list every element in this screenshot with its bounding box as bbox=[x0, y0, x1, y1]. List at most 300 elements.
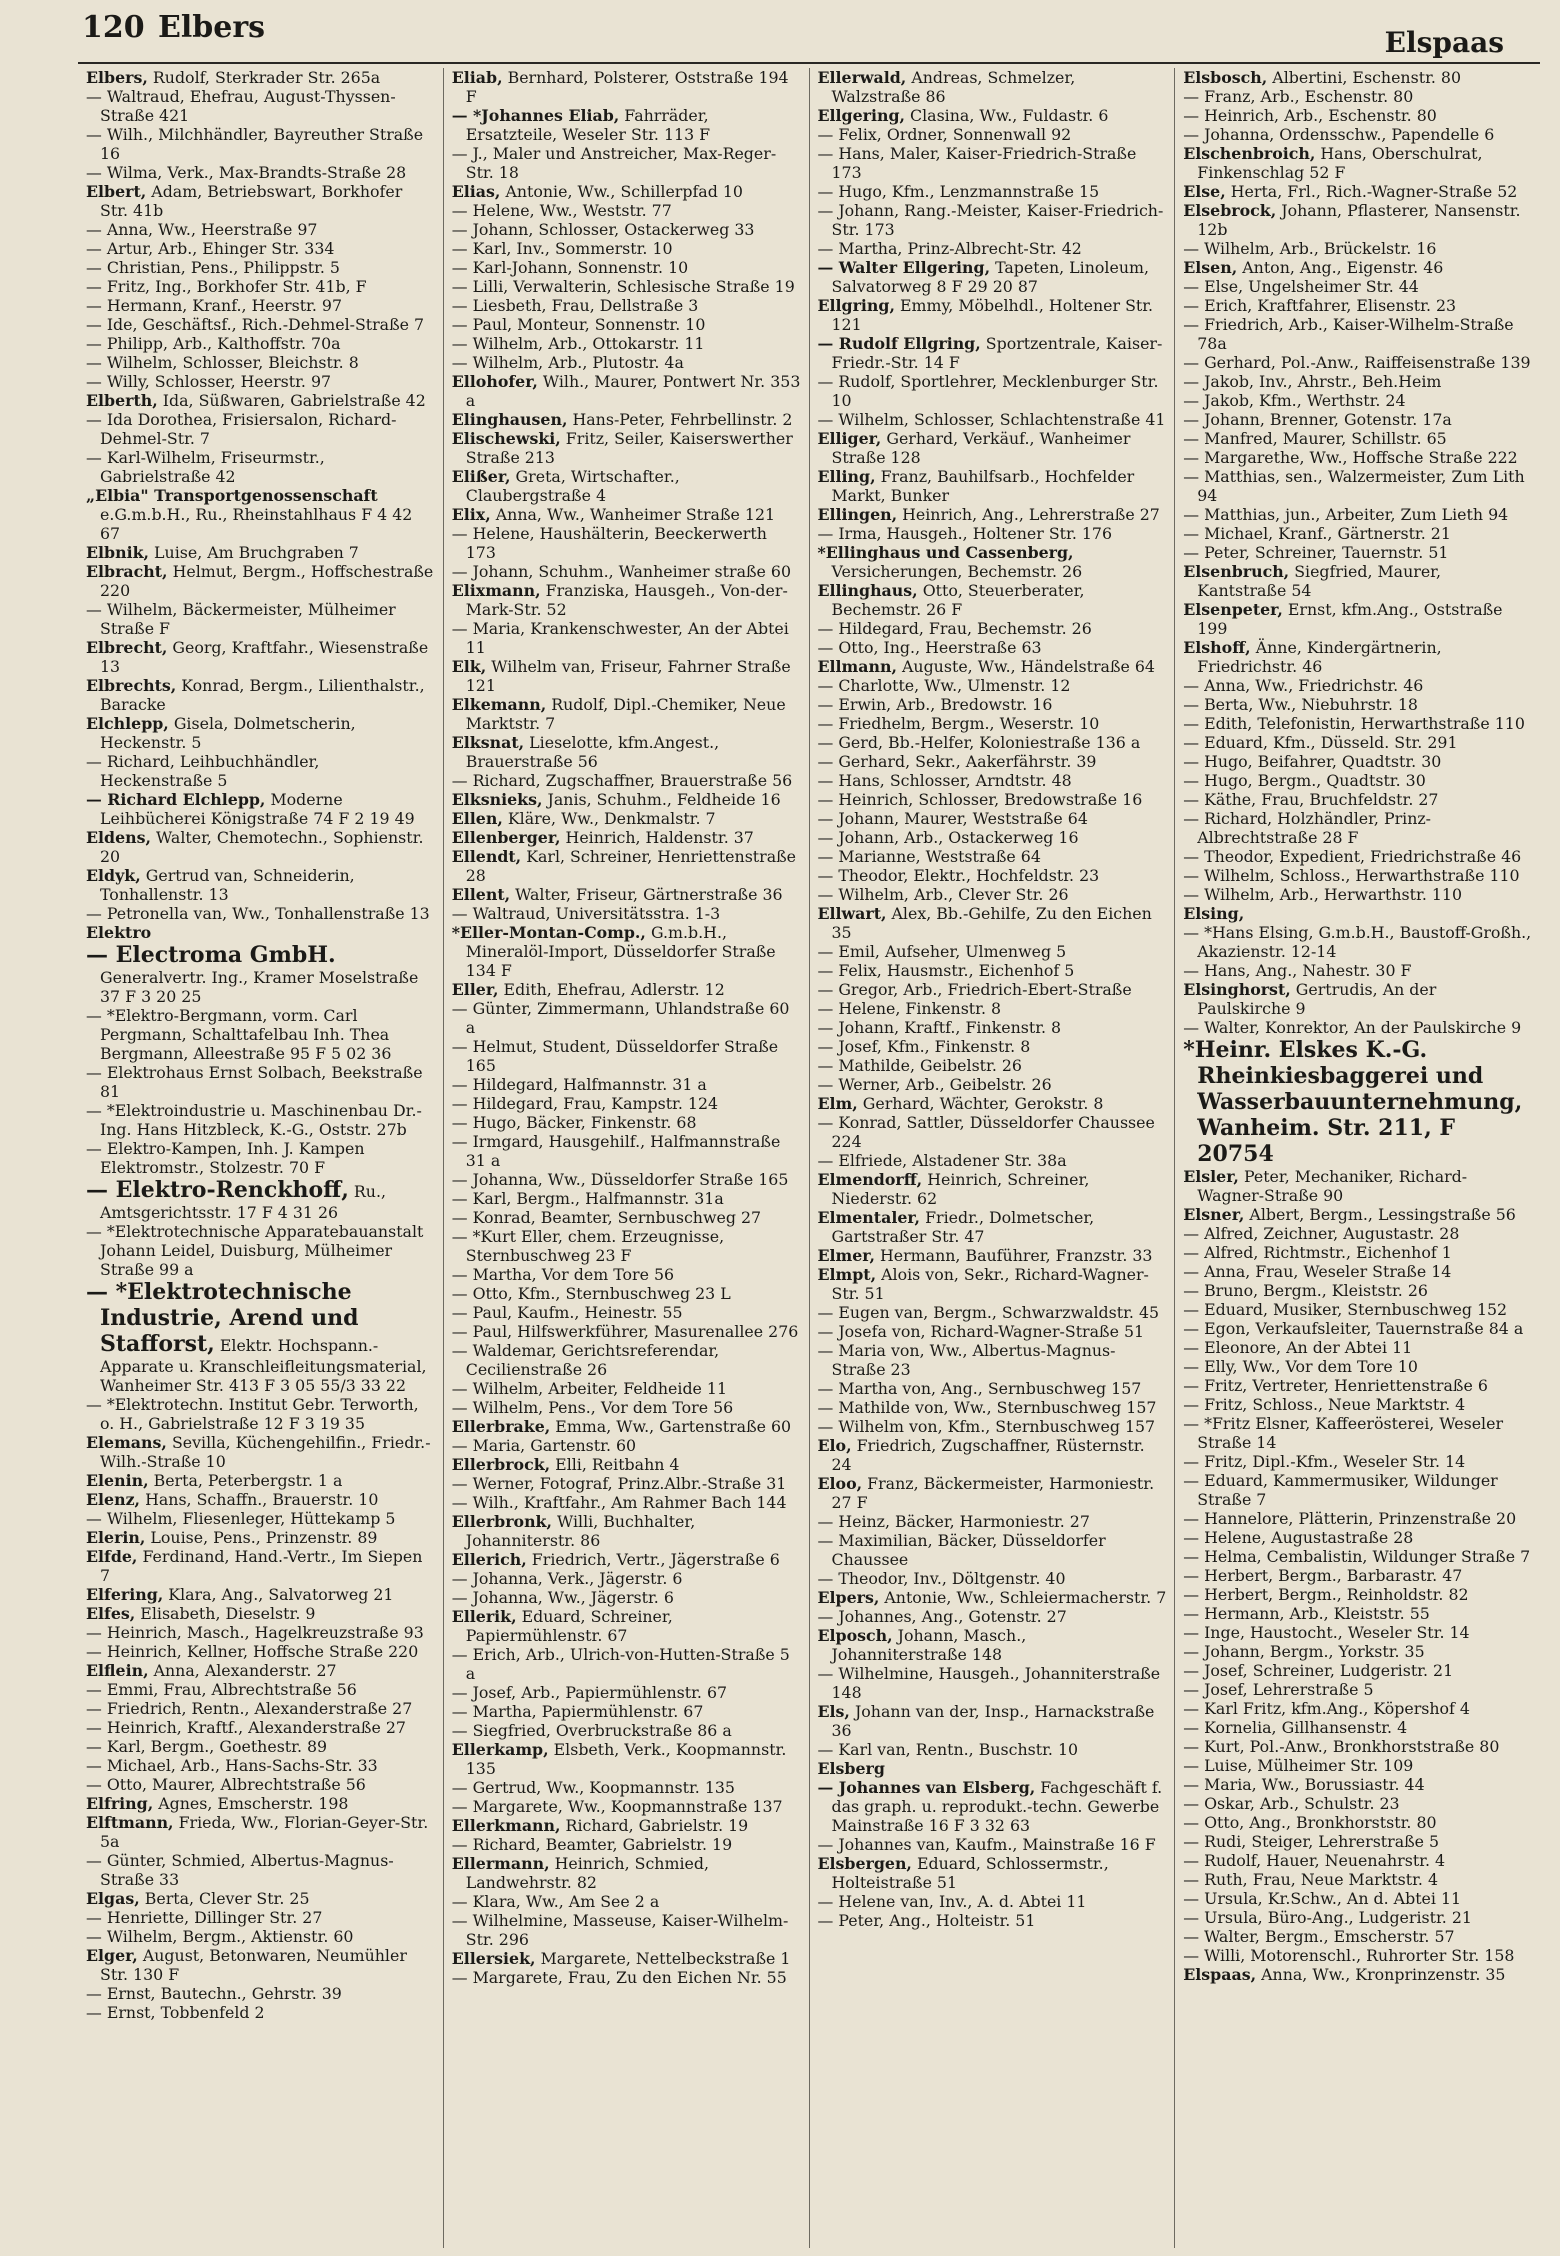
entry-surname: — Richard Elchlepp, bbox=[86, 790, 266, 809]
entry-details: — Luise, Mülheimer Str. 109 bbox=[1183, 1756, 1414, 1775]
entry-details: — Friedrich, Arb., Kaiser-Wilhelm-Straße 78a bbox=[1183, 315, 1514, 353]
directory-entry bbox=[452, 1474, 801, 1493]
entry-details: — Hermann, Kranf., Heerstr. 97 bbox=[86, 296, 343, 315]
entry-details: — Heinrich, Kraftf., Alexanderstraße 27 bbox=[86, 1718, 406, 1737]
directory-entry bbox=[452, 505, 801, 524]
directory-entry bbox=[1183, 1509, 1532, 1528]
directory-entry bbox=[1183, 1661, 1532, 1680]
entry-details: — Anna, Frau, Weseler Straße 14 bbox=[1183, 1262, 1452, 1281]
entry-surname: Elkemann, bbox=[451, 695, 547, 714]
entry-details: — Mathilde, Geibelstr. 26 bbox=[817, 1056, 1022, 1075]
directory-entry bbox=[1183, 1927, 1532, 1946]
entry-details: — Heinrich, Arb., Eschenstr. 80 bbox=[1183, 106, 1437, 125]
directory-entry bbox=[1183, 277, 1532, 296]
entry-details: — Ida Dorothea, Frisiersalon, Richard-Dehmel-Str. 7 bbox=[86, 410, 397, 448]
directory-entry bbox=[818, 1778, 1167, 1835]
entry-details: — Charlotte, Ww., Ulmenstr. 12 bbox=[817, 676, 1071, 695]
directory-entry bbox=[1183, 1566, 1532, 1585]
directory-entry bbox=[1183, 1319, 1532, 1338]
entry-details: — Alfred, Zeichner, Augustastr. 28 bbox=[1183, 1224, 1460, 1243]
entry-details: Georg, Kraftfahr., Wiesenstraße 13 bbox=[100, 638, 429, 676]
entry-details: — Josef, Schreiner, Ludgeristr. 21 bbox=[1183, 1661, 1454, 1680]
entry-details: Herta, Frl., Rich.-Wagner-Straße 52 bbox=[1225, 182, 1518, 201]
directory-entry bbox=[1183, 790, 1532, 809]
entry-details: Hans-Peter, Fehrbellinstr. 2 bbox=[567, 410, 793, 429]
directory-entry bbox=[1183, 1300, 1532, 1319]
directory-entry bbox=[1183, 68, 1532, 87]
entry-surname: Elger, bbox=[86, 1946, 138, 1965]
entry-details: — Theodor, Elektr., Hochfeldstr. 23 bbox=[817, 866, 1100, 885]
directory-entry bbox=[1183, 144, 1532, 182]
directory-entry bbox=[818, 524, 1167, 543]
directory-entry bbox=[818, 695, 1167, 714]
entry-surname: Elsberg bbox=[817, 1759, 885, 1778]
directory-entry bbox=[86, 391, 435, 410]
entry-details: Sportzentrale, Kaiser-Friedr.-Str. 14 F bbox=[831, 334, 1163, 372]
entry-details: Hans, Schaffn., Brauerstr. 10 bbox=[140, 1490, 379, 1509]
directory-entry bbox=[86, 1528, 435, 1547]
directory-entry bbox=[86, 1737, 435, 1756]
entry-surname: Elbers, bbox=[86, 68, 148, 87]
entry-surname: Eldyk, bbox=[86, 866, 141, 885]
columns-container bbox=[78, 68, 1540, 2248]
directory-entry bbox=[452, 277, 801, 296]
column-3 bbox=[810, 68, 1176, 2248]
entry-details: Rudolf, Dipl.-Chemiker, Neue Marktstr. 7 bbox=[465, 695, 786, 733]
entry-details: — Karl, Bergm., Goethestr. 89 bbox=[86, 1737, 328, 1756]
entry-details: — Paul, Kaufm., Heinestr. 55 bbox=[451, 1303, 683, 1322]
entry-details: — Wilhelm, Schlosser, Bleichstr. 8 bbox=[86, 353, 359, 372]
entry-details: Gertrud van, Schneiderin, Tonhallenstr. 13 bbox=[100, 866, 355, 904]
entry-details: — Berta, Ww., Niebuhrstr. 18 bbox=[1183, 695, 1418, 714]
entry-details: — *Fritz Elsner, Kaffeerösterei, Weseler Straße 14 bbox=[1183, 1414, 1503, 1452]
directory-entry bbox=[1183, 1281, 1532, 1300]
entry-details: — Wilhelmine, Hausgeh., Johanniterstraße 148 bbox=[817, 1664, 1161, 1702]
entry-surname: Elbracht, bbox=[86, 562, 168, 581]
entry-details: Generalvertr. Ing., Kramer Moselstraße 37 F 3 20 25 bbox=[100, 968, 419, 1006]
directory-entry bbox=[86, 486, 435, 543]
directory-entry bbox=[452, 1132, 801, 1170]
entry-details: — Erwin, Arb., Bredowstr. 16 bbox=[817, 695, 1053, 714]
directory-entry bbox=[1183, 448, 1532, 467]
directory-entry bbox=[452, 1303, 801, 1322]
entry-details: — Liesbeth, Frau, Dellstraße 3 bbox=[451, 296, 699, 315]
entry-details: — Rudi, Steiger, Lehrerstraße 5 bbox=[1183, 1832, 1440, 1851]
entry-surname: Ellerkmann, bbox=[451, 1816, 561, 1835]
entry-details: — Manfred, Maurer, Schillstr. 65 bbox=[1183, 429, 1447, 448]
entry-surname: — *Johannes Eliab, bbox=[451, 106, 620, 125]
entry-details: — Eduard, Kammermusiker, Wildunger Straße 7 bbox=[1183, 1471, 1498, 1509]
directory-entry bbox=[1183, 467, 1532, 505]
directory-entry bbox=[1183, 847, 1532, 866]
entry-details: Lieselotte, kfm.Angest., Brauerstraße 56 bbox=[465, 733, 720, 771]
directory-entry bbox=[1183, 1870, 1532, 1889]
entry-surname: Elfring, bbox=[86, 1794, 154, 1813]
directory-entry bbox=[1183, 1718, 1532, 1737]
entry-surname: Elmendorff, bbox=[817, 1170, 923, 1189]
entry-details: — Ernst, Tobbenfeld 2 bbox=[86, 2003, 265, 2022]
directory-entry bbox=[818, 1075, 1167, 1094]
entry-details: — Hildegard, Frau, Kampstr. 124 bbox=[451, 1094, 719, 1113]
entry-details: — Kornelia, Gillhansenstr. 4 bbox=[1183, 1718, 1408, 1737]
directory-entry bbox=[818, 1588, 1167, 1607]
directory-entry bbox=[86, 543, 435, 562]
directory-entry bbox=[86, 315, 435, 334]
entry-details: — Fritz, Ing., Borkhofer Str. 41b, F bbox=[86, 277, 367, 296]
directory-entry bbox=[86, 1794, 435, 1813]
entry-details: — Wilhelm, Arb., Plutostr. 4a bbox=[451, 353, 684, 372]
entry-details: Gerhard, Verkäuf., Wanheimer Straße 128 bbox=[831, 429, 1131, 467]
entry-surname: Elsen, bbox=[1183, 258, 1238, 277]
directory-entry bbox=[86, 1642, 435, 1661]
entry-details: — Helene, Augustastraße 28 bbox=[1183, 1528, 1414, 1547]
entry-details: — Karl-Wilhelm, Friseurmstr., Gabrielstraße 42 bbox=[86, 448, 325, 486]
entry-details: Peter, Mechaniker, Richard-Wagner-Straße 90 bbox=[1197, 1167, 1468, 1205]
directory-entry bbox=[818, 752, 1167, 771]
directory-entry bbox=[1183, 638, 1532, 676]
entry-details: Eduard, Schlossermstr., Holteistraße 51 bbox=[831, 1854, 1109, 1892]
entry-details: — Willy, Schlosser, Heerstr. 97 bbox=[86, 372, 332, 391]
directory-entry bbox=[818, 182, 1167, 201]
directory-entry bbox=[452, 353, 801, 372]
entry-details: — Elfriede, Alstadener Str. 38a bbox=[817, 1151, 1067, 1170]
directory-entry bbox=[452, 1607, 801, 1645]
directory-entry bbox=[818, 410, 1167, 429]
directory-entry bbox=[86, 1490, 435, 1509]
directory-entry bbox=[452, 1322, 801, 1341]
entry-surname: Ellerich, bbox=[451, 1550, 527, 1569]
entry-details: — Wilhelm, Pens., Vor dem Tore 56 bbox=[451, 1398, 734, 1417]
entry-details: — Hugo, Bergm., Quadtstr. 30 bbox=[1183, 771, 1426, 790]
entry-surname: Elchlepp, bbox=[86, 714, 169, 733]
directory-entry bbox=[86, 353, 435, 372]
entry-surname: Elbrecht, bbox=[86, 638, 168, 657]
entry-details: — Johannes van, Kaufm., Mainstraße 16 F bbox=[817, 1835, 1156, 1854]
entry-details: — Egon, Verkaufsleiter, Tauernstraße 84 a bbox=[1183, 1319, 1524, 1338]
directory-entry bbox=[86, 277, 435, 296]
entry-details: Gisela, Dolmetscherin, Heckenstr. 5 bbox=[100, 714, 356, 752]
directory-entry bbox=[452, 1949, 801, 1968]
entry-details: — Konrad, Sattler, Düsseldorfer Chaussee 224 bbox=[817, 1113, 1155, 1151]
directory-entry bbox=[1183, 1528, 1532, 1547]
entry-surname: Elspaas, bbox=[1183, 1965, 1257, 1984]
entry-details: — Martha, Prinz-Albrecht-Str. 42 bbox=[817, 239, 1082, 258]
entry-details: Emmy, Möbelhdl., Holtener Str. 121 bbox=[831, 296, 1154, 334]
entry-details: — *Hans Elsing, G.m.b.H., Baustoff-Großh., Akazienstr. 12-14 bbox=[1183, 923, 1532, 961]
entry-details: — Oskar, Arb., Schulstr. 23 bbox=[1183, 1794, 1400, 1813]
directory-entry bbox=[1183, 562, 1532, 600]
directory-entry bbox=[86, 1547, 435, 1585]
directory-entry bbox=[818, 885, 1167, 904]
entry-details: — *Kurt Eller, chem. Erzeugnisse, Sternbuschweg 23 F bbox=[451, 1227, 725, 1265]
entry-details: Heinrich, Haldenstr. 37 bbox=[560, 828, 754, 847]
entry-surname: Ellerbronk, bbox=[451, 1512, 553, 1531]
directory-entry bbox=[818, 866, 1167, 885]
entry-details: Franz, Bäckermeister, Harmoniestr. 27 F bbox=[831, 1474, 1155, 1512]
directory-entry bbox=[1183, 676, 1532, 695]
directory-entry bbox=[452, 1892, 801, 1911]
entry-details: Anna, Ww., Wanheimer Straße 121 bbox=[490, 505, 776, 524]
entry-details: Fahrräder, Ersatzteile, Weseler Str. 113 F bbox=[465, 106, 711, 144]
directory-entry bbox=[1183, 1756, 1532, 1775]
entry-details: — Anna, Ww., Friedrichstr. 46 bbox=[1183, 676, 1424, 695]
directory-entry bbox=[452, 1379, 801, 1398]
directory-entry bbox=[452, 467, 801, 505]
directory-entry bbox=[86, 1139, 435, 1177]
directory-entry bbox=[1183, 866, 1532, 885]
entry-details: — *Elektro-Bergmann, vorm. Carl Pergmann, Schalttafelbau Inh. Thea Bergmann, Alleestraße 95 F 5 02 36 bbox=[86, 1006, 392, 1063]
entry-details: Walter, Friseur, Gärtnerstraße 36 bbox=[510, 885, 783, 904]
directory-entry bbox=[1183, 1699, 1532, 1718]
directory-entry bbox=[1183, 1775, 1532, 1794]
directory-entry bbox=[818, 106, 1167, 125]
entry-details: — Wilma, Verk., Max-Brandts-Straße 28 bbox=[86, 163, 407, 182]
directory-entry bbox=[452, 733, 801, 771]
directory-entry bbox=[1183, 353, 1532, 372]
directory-entry bbox=[86, 790, 435, 828]
entry-details: — Helene, Finkenstr. 8 bbox=[817, 999, 1002, 1018]
entry-details: — Johanna, Ordensschw., Papendelle 6 bbox=[1183, 125, 1495, 144]
directory-entry bbox=[818, 1303, 1167, 1322]
directory-entry bbox=[1183, 980, 1532, 1018]
directory-entry bbox=[1183, 1395, 1532, 1414]
entry-details: — Franz, Arb., Eschenstr. 80 bbox=[1183, 87, 1414, 106]
entry-details: Versicherungen, Bechemstr. 26 bbox=[831, 562, 1083, 581]
directory-entry bbox=[1183, 1262, 1532, 1281]
entry-details: Bernhard, Polsterer, Oststraße 194 F bbox=[465, 68, 789, 106]
directory-entry bbox=[452, 1968, 801, 1987]
entry-surname: „Elbia" Transportgenossenschaft bbox=[86, 486, 378, 505]
entry-details: — Wilhelmine, Masseuse, Kaiser-Wilhelm-Str. 296 bbox=[451, 1911, 789, 1949]
directory-entry bbox=[452, 904, 801, 923]
directory-entry bbox=[818, 942, 1167, 961]
directory-entry bbox=[452, 1208, 801, 1227]
directory-entry bbox=[1183, 1338, 1532, 1357]
directory-entry bbox=[1183, 695, 1532, 714]
directory-entry bbox=[86, 942, 435, 1006]
directory-entry bbox=[818, 505, 1167, 524]
directory-entry bbox=[1183, 600, 1532, 638]
entry-surname: Elbrechts, bbox=[86, 676, 177, 695]
entry-details: — Margarethe, Ww., Hoffsche Straße 222 bbox=[1183, 448, 1518, 467]
entry-details: Berta, Clever Str. 25 bbox=[139, 1889, 310, 1908]
directory-entry bbox=[86, 1889, 435, 1908]
entry-details: Tapeten, Linoleum, Salvatorweg 8 F 29 20 87 bbox=[831, 258, 1149, 296]
entry-details: — Klara, Ww., Am See 2 a bbox=[451, 1892, 660, 1911]
directory-entry bbox=[818, 1892, 1167, 1911]
directory-entry bbox=[86, 1395, 435, 1433]
entry-details: — Ernst, Bautechn., Gehrstr. 39 bbox=[86, 1984, 342, 2003]
entry-surname: Elenz, bbox=[86, 1490, 141, 1509]
entry-details: — Günter, Zimmermann, Uhlandstraße 60 a bbox=[451, 999, 790, 1037]
entry-surname: *Ellinghaus und Cassenberg, bbox=[817, 543, 1074, 562]
directory-entry bbox=[1183, 391, 1532, 410]
entry-surname: Elbnik, bbox=[86, 543, 150, 562]
entry-details: — Johann, Schuhm., Wanheimer straße 60 bbox=[451, 562, 792, 581]
entry-details: — Hildegard, Frau, Bechemstr. 26 bbox=[817, 619, 1092, 638]
entry-details: — Waltraud, Ehefrau, August-Thyssen-Straße 421 bbox=[86, 87, 396, 125]
entry-details: — Richard, Zugschaffner, Brauerstraße 56 bbox=[451, 771, 793, 790]
entry-surname: Eller, bbox=[451, 980, 499, 999]
entry-details: Emma, Ww., Gartenstraße 60 bbox=[550, 1417, 792, 1436]
directory-entry bbox=[452, 1227, 801, 1265]
entry-details: Johann van der, Insp., Harnackstraße 36 bbox=[831, 1702, 1155, 1740]
directory-entry bbox=[818, 1151, 1167, 1170]
entry-details: — Helmut, Student, Düsseldorfer Straße 165 bbox=[451, 1037, 779, 1075]
entry-details: Franziska, Hausgeh., Von-der-Mark-Str. 52 bbox=[465, 581, 788, 619]
entry-details: Auguste, Ww., Händelstraße 64 bbox=[896, 657, 1155, 676]
directory-entry bbox=[86, 1851, 435, 1889]
entry-details: Janis, Schuhm., Feldheide 16 bbox=[542, 790, 781, 809]
directory-entry bbox=[452, 1094, 801, 1113]
entry-details: G.m.b.H., Mineralöl-Import, Düsseldorfer Straße 134 F bbox=[465, 923, 776, 980]
directory-entry bbox=[86, 1946, 435, 1984]
entry-details: — Wilh., Milchhändler, Bayreuther Straße 16 bbox=[86, 125, 424, 163]
directory-entry bbox=[452, 258, 801, 277]
entry-surname: Elk, bbox=[451, 657, 487, 676]
directory-entry bbox=[818, 1702, 1167, 1740]
directory-entry bbox=[818, 1246, 1167, 1265]
directory-entry bbox=[1183, 239, 1532, 258]
directory-entry bbox=[86, 372, 435, 391]
directory-entry bbox=[1183, 904, 1532, 923]
entry-details: Eduard, Schreiner, Papiermühlenstr. 67 bbox=[465, 1607, 673, 1645]
entry-details: — Edith, Telefonistin, Herwarthstraße 110 bbox=[1183, 714, 1525, 733]
entry-details: — Eugen van, Bergm., Schwarzwaldstr. 45 bbox=[817, 1303, 1160, 1322]
directory-entry bbox=[818, 809, 1167, 828]
entry-details: Fritz, Seiler, Kaiserswerther Straße 213 bbox=[465, 429, 793, 467]
directory-entry bbox=[818, 1512, 1167, 1531]
entry-surname: Ellersiek, bbox=[451, 1949, 536, 1968]
entry-details: — Peter, Schreiner, Tauernstr. 51 bbox=[1183, 543, 1449, 562]
directory-entry bbox=[452, 1588, 801, 1607]
entry-details: Elli, Reitbahn 4 bbox=[550, 1455, 680, 1474]
entry-surname: Eloo, bbox=[817, 1474, 863, 1493]
directory-entry bbox=[1183, 1414, 1532, 1452]
directory-entry bbox=[1183, 1889, 1532, 1908]
entry-details: — Johann, Brenner, Gotenstr. 17a bbox=[1183, 410, 1452, 429]
entry-details: Wilhelm van, Friseur, Fahrner Straße 121 bbox=[465, 657, 791, 695]
entry-firm-name: — Electroma GmbH. bbox=[86, 942, 336, 968]
entry-details: — Josef, Kfm., Finkenstr. 8 bbox=[817, 1037, 1031, 1056]
directory-entry bbox=[452, 923, 801, 980]
entry-details: — Maria von, Ww., Albertus-Magnus-Straße 23 bbox=[817, 1341, 1116, 1379]
directory-entry bbox=[86, 1177, 435, 1222]
entry-surname: *Eller-Montan-Comp., bbox=[451, 923, 646, 942]
directory-entry bbox=[818, 1759, 1167, 1778]
entry-details: — Erich, Kraftfahrer, Elisenstr. 23 bbox=[1183, 296, 1457, 315]
directory-entry bbox=[1183, 1832, 1532, 1851]
directory-entry bbox=[452, 771, 801, 790]
directory-entry bbox=[452, 1645, 801, 1683]
directory-entry bbox=[818, 201, 1167, 239]
entry-details: — Irmgard, Hausgehilf., Halfmannstraße 31 a bbox=[451, 1132, 781, 1170]
directory-entry bbox=[86, 125, 435, 163]
directory-entry bbox=[86, 714, 435, 752]
entry-details: — Gerd, Bb.-Helfer, Koloniestraße 136 a bbox=[817, 733, 1141, 752]
directory-entry bbox=[86, 68, 435, 87]
directory-entry bbox=[818, 847, 1167, 866]
directory-entry bbox=[452, 1493, 801, 1512]
directory-entry bbox=[86, 923, 435, 942]
entry-details: Johann, Masch., Johanniterstraße 148 bbox=[831, 1626, 1027, 1664]
entry-details: — *Elektrotechnische Apparatebauanstalt Johann Leidel, Duisburg, Mülheimer Straße 99 a bbox=[86, 1222, 424, 1279]
column-2 bbox=[444, 68, 810, 2248]
entry-details: — Karl, Inv., Sommerstr. 10 bbox=[451, 239, 673, 258]
directory-entry bbox=[1183, 1908, 1532, 1927]
entry-details: — Rudolf, Sportlehrer, Mecklenburger Str. 10 bbox=[817, 372, 1159, 410]
directory-entry bbox=[1183, 524, 1532, 543]
directory-entry bbox=[452, 220, 801, 239]
entry-details: — Ursula, Kr.Schw., An d. Abtei 11 bbox=[1183, 1889, 1462, 1908]
entry-surname: Elfering, bbox=[86, 1585, 164, 1604]
entry-details: Sevilla, Küchengehilfin., Friedr.-Wilh.-Straße 10 bbox=[100, 1433, 431, 1471]
entry-details: — Karl van, Rentn., Buschstr. 10 bbox=[817, 1740, 1079, 1759]
directory-entry bbox=[86, 448, 435, 486]
entry-details: — Friedrich, Rentn., Alexanderstraße 27 bbox=[86, 1699, 413, 1718]
directory-entry bbox=[1183, 1851, 1532, 1870]
entry-details: — Paul, Hilfswerkführer, Masurenallee 276 bbox=[451, 1322, 799, 1341]
directory-entry bbox=[1183, 315, 1532, 353]
directory-entry bbox=[452, 1341, 801, 1379]
entry-details: — Margarete, Frau, Zu den Eichen Nr. 55 bbox=[451, 1968, 787, 1987]
entry-details: Klara, Ang., Salvatorweg 21 bbox=[163, 1585, 394, 1604]
entry-surname: — Walter Ellgering, bbox=[817, 258, 991, 277]
entry-details: — Elektrohaus Ernst Solbach, Beekstraße 81 bbox=[86, 1063, 423, 1101]
entry-details: Hermann, Bauführer, Franzstr. 33 bbox=[874, 1246, 1153, 1265]
entry-firm-name: — Elektro-Renckhoff, bbox=[86, 1177, 349, 1203]
directory-entry bbox=[86, 296, 435, 315]
entry-details: Gerhard, Wächter, Gerokstr. 8 bbox=[857, 1094, 1104, 1113]
directory-entry bbox=[818, 1417, 1167, 1436]
entry-surname: Elksnat, bbox=[451, 733, 525, 752]
column-4 bbox=[1175, 68, 1540, 2248]
entry-details: — Otto, Ing., Heerstraße 63 bbox=[817, 638, 1042, 657]
directory-entry bbox=[86, 1471, 435, 1490]
entry-details: — Werner, Arb., Geibelstr. 26 bbox=[817, 1075, 1052, 1094]
entry-surname: Elliger, bbox=[817, 429, 882, 448]
entry-details: — Günter, Schmied, Albertus-Magnus-Straße 33 bbox=[86, 1851, 394, 1889]
entry-details: — Paul, Monteur, Sonnenstr. 10 bbox=[451, 315, 706, 334]
entry-details: — Herbert, Bergm., Reinholdstr. 82 bbox=[1183, 1585, 1469, 1604]
entry-surname: Elsbergen, bbox=[817, 1854, 912, 1873]
entry-details: Helmut, Bergm., Hoffschestraße 220 bbox=[100, 562, 434, 600]
entry-details: — Heinz, Bäcker, Harmoniestr. 27 bbox=[817, 1512, 1090, 1531]
entry-details: — Eleonore, An der Abtei 11 bbox=[1183, 1338, 1413, 1357]
header-first-entry: Elbers bbox=[158, 10, 266, 45]
entry-details: — Richard, Holzhändler, Prinz-Albrechtstraße 28 F bbox=[1183, 809, 1432, 847]
entry-surname: Ellendt, bbox=[451, 847, 522, 866]
entry-details: — Theodor, Expedient, Friedrichstraße 46 bbox=[1183, 847, 1522, 866]
directory-entry bbox=[1183, 1585, 1532, 1604]
entry-surname: Eldens, bbox=[86, 828, 152, 847]
entry-details: Heinrich, Schreiner, Niederstr. 62 bbox=[831, 1170, 1090, 1208]
entry-details: — Wilhelm, Arb., Ottokarstr. 11 bbox=[451, 334, 705, 353]
directory-entry bbox=[452, 1911, 801, 1949]
directory-entry bbox=[452, 239, 801, 258]
entry-details: Ru., Amtsgerichtsstr. 17 F 4 31 26 bbox=[100, 1182, 387, 1222]
entry-details: — Ruth, Frau, Neue Marktstr. 4 bbox=[1183, 1870, 1438, 1889]
directory-entry bbox=[452, 695, 801, 733]
directory-entry bbox=[452, 1854, 801, 1892]
entry-details: Louise, Pens., Prinzenstr. 89 bbox=[145, 1528, 378, 1547]
entry-details: — Gregor, Arb., Friedrich-Ebert-Straße bbox=[817, 980, 1132, 999]
entry-surname: Elsbosch, bbox=[1183, 68, 1268, 87]
directory-entry bbox=[1183, 1680, 1532, 1699]
entry-details: Antonie, Ww., Schleiermacherstr. 7 bbox=[879, 1588, 1167, 1607]
directory-entry bbox=[818, 1531, 1167, 1569]
entry-details: — Ursula, Büro-Ang., Ludgeristr. 21 bbox=[1183, 1908, 1472, 1927]
